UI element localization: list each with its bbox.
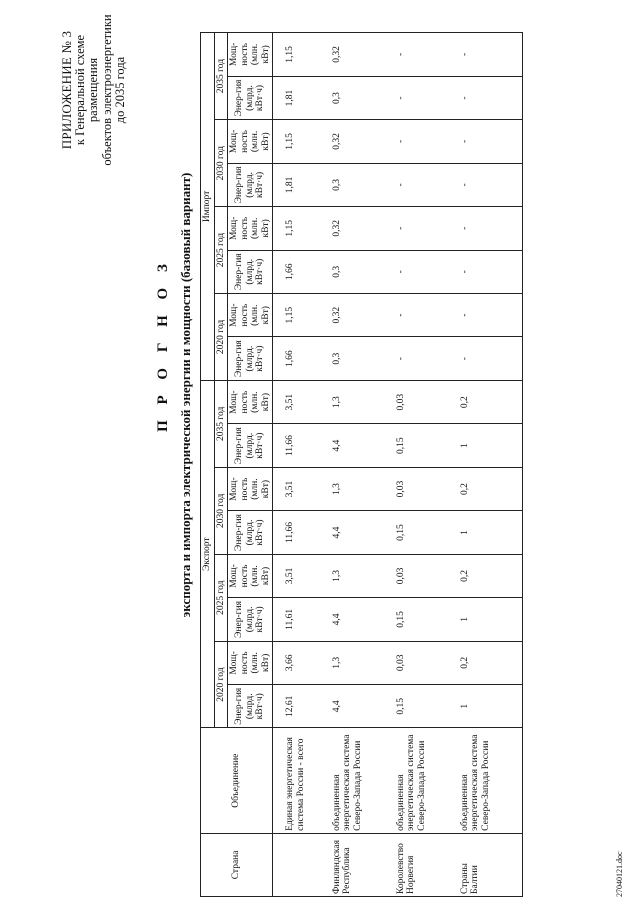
cell-value: -: [459, 163, 523, 206]
cell-value: -: [459, 33, 523, 77]
cell-value: 1,15: [273, 207, 331, 250]
cell-value: 0,32: [331, 293, 395, 336]
cell-union: объединенная энергетическая система Северо-Запада России: [459, 728, 523, 833]
header-union: Объединение: [201, 728, 273, 833]
cell-value: 1,3: [331, 467, 395, 510]
cell-value: 1: [459, 424, 523, 467]
table-row: [331, 33, 395, 897]
cell-union: объединенная энергетическая система Северо-Запада России: [395, 728, 459, 833]
cell-value: 1: [459, 598, 523, 641]
header-import: Импорт: [201, 33, 215, 381]
cell-value: 1,15: [273, 120, 331, 163]
cell-value: 0,2: [459, 467, 523, 510]
cell-value: 0,15: [395, 511, 459, 554]
appendix-block: [60, 5, 128, 175]
header-power: Мощ-ность (млн. кВт): [228, 554, 273, 597]
header-year: 2035 год: [214, 380, 228, 467]
footer-file-code: 27040121.doc: [615, 851, 624, 897]
cell-value: 0,3: [331, 250, 395, 293]
header-energy: Энер-гия (млрд. кВт·ч): [228, 511, 273, 554]
cell-value: 1: [459, 511, 523, 554]
cell-value: 0,15: [395, 598, 459, 641]
cell-union: Единая энергетическая система России - всего: [273, 728, 331, 833]
cell-value: -: [395, 337, 459, 380]
document-subtitle: экспорта и импорта электрической энергии и мощности (базовый вариант): [178, 172, 193, 618]
cell-value: -: [459, 207, 523, 250]
cell-country: Королевство Норвегия: [395, 833, 459, 896]
header-year: 2025 год: [214, 554, 228, 641]
cell-value: 4,4: [331, 424, 395, 467]
cell-value: -: [395, 250, 459, 293]
cell-value: 1,15: [273, 293, 331, 336]
header-power: Мощ-ность (млн. кВт): [228, 293, 273, 336]
header-row-groups: [201, 33, 215, 897]
cell-value: 1: [459, 685, 523, 728]
cell-value: 1,81: [273, 76, 331, 119]
cell-value: 4,4: [331, 598, 395, 641]
cell-value: 0,15: [395, 424, 459, 467]
header-power: Мощ-ность (млн. кВт): [228, 207, 273, 250]
appendix-line-3: до 2035 года: [113, 56, 127, 124]
document-title: П Р О Г Н О З: [155, 258, 171, 432]
cell-value: 3,51: [273, 380, 331, 424]
cell-value: 0,15: [395, 685, 459, 728]
table-row: [395, 33, 459, 897]
table-row: [273, 33, 331, 897]
header-power: Мощ-ность (млн. кВт): [228, 641, 273, 684]
header-energy: Энер-гия (млрд. кВт·ч): [228, 598, 273, 641]
cell-country: [273, 833, 331, 896]
header-energy: Энер-гия (млрд. кВт·ч): [228, 163, 273, 206]
cell-value: -: [395, 207, 459, 250]
cell-value: 11,61: [273, 598, 331, 641]
cell-value: 0,03: [395, 641, 459, 684]
appendix-line-2: объектов электроэнергетики: [99, 14, 114, 166]
cell-value: -: [459, 293, 523, 336]
cell-value: 3,51: [273, 554, 331, 597]
cell-value: 0,2: [459, 641, 523, 684]
appendix-title: ПРИЛОЖЕНИЕ № 3: [59, 30, 74, 150]
cell-value: 4,4: [331, 511, 395, 554]
header-year: 2035 год: [214, 33, 228, 120]
header-power: Мощ-ность (млн. кВт): [228, 33, 273, 77]
cell-value: 0,3: [331, 163, 395, 206]
cell-value: 0,3: [331, 76, 395, 119]
cell-value: 4,4: [331, 685, 395, 728]
cell-value: 3,66: [273, 641, 331, 684]
cell-value: -: [459, 76, 523, 119]
cell-value: 0,32: [331, 120, 395, 163]
cell-value: 0,2: [459, 380, 523, 424]
cell-country: Страны Балтии: [459, 833, 523, 896]
cell-value: 0,32: [331, 207, 395, 250]
cell-value: -: [395, 76, 459, 119]
cell-value: -: [459, 120, 523, 163]
header-energy: Энер-гия (млрд. кВт·ч): [228, 424, 273, 467]
cell-value: -: [395, 293, 459, 336]
cell-value: -: [395, 163, 459, 206]
header-energy: Энер-гия (млрд. кВт·ч): [228, 685, 273, 728]
header-power: Мощ-ность (млн. кВт): [228, 120, 273, 163]
cell-value: 1,3: [331, 380, 395, 424]
header-year: 2020 год: [214, 293, 228, 380]
header-energy: Энер-гия (млрд. кВт·ч): [228, 337, 273, 380]
table-body: [273, 33, 523, 897]
header-year: 2025 год: [214, 207, 228, 294]
cell-value: -: [459, 250, 523, 293]
cell-value: 0,32: [331, 33, 395, 77]
cell-value: 1,3: [331, 641, 395, 684]
cell-union: объединенная энергетическая система Северо-Запада России: [331, 728, 395, 833]
header-export: Экспорт: [201, 380, 215, 728]
header-energy: Энер-гия (млрд. кВт·ч): [228, 250, 273, 293]
header-year: 2030 год: [214, 120, 228, 207]
cell-value: 1,81: [273, 163, 331, 206]
header-year: 2030 год: [214, 467, 228, 554]
cell-value: 0,2: [459, 554, 523, 597]
header-power: Мощ-ность (млн. кВт): [228, 467, 273, 510]
cell-value: 0,3: [331, 337, 395, 380]
cell-value: 11,66: [273, 424, 331, 467]
header-year: 2020 год: [214, 641, 228, 728]
cell-value: 3,51: [273, 467, 331, 510]
header-energy: Энер-гия (млрд. кВт·ч): [228, 76, 273, 119]
cell-value: 1,15: [273, 33, 331, 77]
table-header: [201, 33, 273, 897]
cell-country: Финляндская Республика: [331, 833, 395, 896]
cell-value: 1,66: [273, 337, 331, 380]
table-row: [459, 33, 523, 897]
cell-value: 0,03: [395, 467, 459, 510]
cell-value: 0,03: [395, 554, 459, 597]
header-power: Мощ-ность (млн. кВт): [228, 380, 273, 424]
cell-value: 1,66: [273, 250, 331, 293]
cell-value: -: [395, 33, 459, 77]
appendix-line-1: к Генеральной схеме размещения: [72, 34, 100, 146]
cell-value: 12,61: [273, 685, 331, 728]
cell-value: -: [459, 337, 523, 380]
cell-value: 0,03: [395, 380, 459, 424]
forecast-table: [200, 32, 523, 897]
cell-value: -: [395, 120, 459, 163]
header-country: Страна: [201, 833, 273, 896]
cell-value: 1,3: [331, 554, 395, 597]
cell-value: 11,66: [273, 511, 331, 554]
